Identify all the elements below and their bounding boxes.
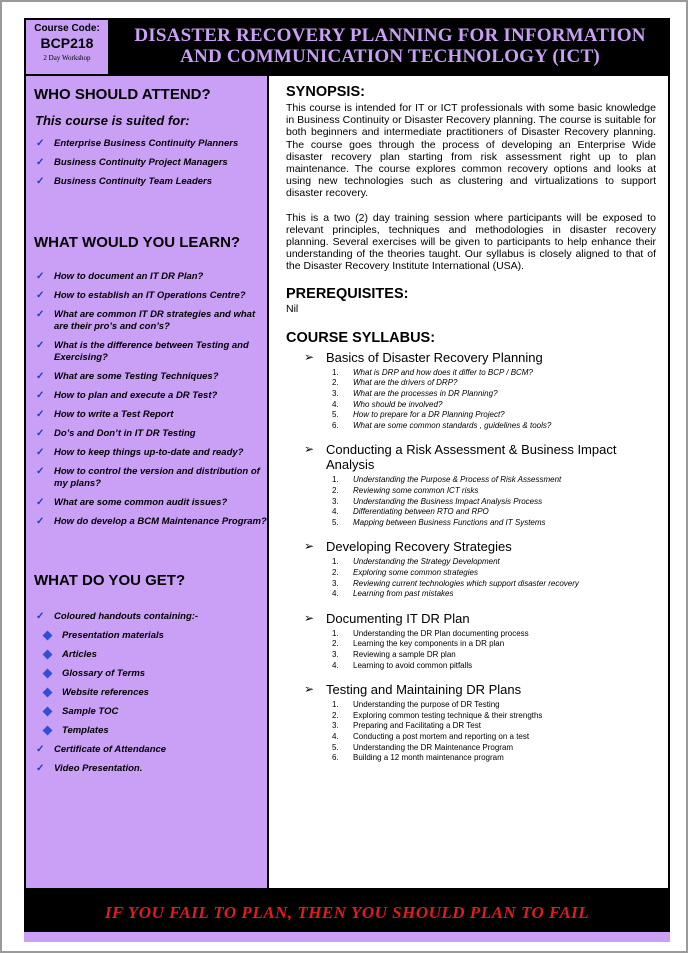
topic-items	[332, 629, 656, 671]
topic-title: Basics of Disaster Recovery Planning	[326, 349, 543, 365]
suited-heading: This course is suited for:	[35, 113, 190, 128]
check-icon: ✓	[36, 138, 45, 149]
check-icon: ✓	[36, 371, 45, 382]
get-list-extra	[36, 744, 267, 775]
diamond-icon	[43, 688, 53, 698]
list-item: ✓ What is the difference between Testing and Exercising?	[36, 340, 249, 363]
course-code: BCP218	[40, 35, 94, 51]
list-item: Articles	[44, 649, 267, 661]
syllabus-topics	[304, 350, 656, 764]
list-item: ✓ What are some Testing Techniques?	[36, 371, 219, 382]
list-item: ✓ Certificate of Attendance	[36, 744, 167, 755]
check-icon: ✓	[36, 516, 45, 527]
check-icon: ✓	[36, 447, 45, 458]
list-item: ✓ Coloured handouts containing:-	[36, 611, 199, 622]
course-title-line-2: AND COMMUNICATION TECHNOLOGY (ICT)	[180, 46, 600, 67]
list-item: ✓ How to write a Test Report	[36, 409, 174, 420]
list-item: ✓ How to establish an IT Operations Centre?	[36, 290, 246, 301]
diamond-icon	[43, 669, 53, 679]
check-icon: ✓	[36, 428, 45, 439]
list-item: 3. Understanding the Business Impact Analysis Process	[332, 496, 543, 506]
synopsis-heading: SYNOPSIS:	[286, 84, 365, 100]
topic-title: Documenting IT DR Plan	[326, 610, 470, 626]
list-item: ✓ How to document an IT DR Plan?	[36, 271, 204, 282]
list-item: Glossary of Terms	[44, 668, 267, 680]
check-icon: ✓	[36, 157, 45, 168]
get-heading: WHAT DO YOU GET?	[34, 572, 186, 589]
list-item: 2. Reviewing some common ICT risks	[332, 486, 479, 495]
list-item: 4. Learning from past mistakes	[332, 589, 454, 599]
course-code-box	[24, 18, 110, 76]
list-item: 1. Understanding the Strategy Development	[332, 557, 500, 567]
syllabus-topic	[304, 350, 656, 432]
check-icon: ✓	[36, 309, 45, 320]
main-content	[269, 76, 670, 890]
list-item: 4. Learning to avoid common pitfalls	[332, 660, 473, 670]
attend-heading: WHO SHOULD ATTEND?	[34, 86, 211, 103]
list-item: 4. Conducting a post mortem and reporting on a test	[332, 731, 530, 741]
footer-accent-bar	[24, 932, 670, 942]
course-code-label: Course Code:	[34, 23, 100, 34]
list-item: ✓ Video Presentation.	[36, 763, 143, 774]
check-icon: ✓	[36, 176, 45, 187]
diamond-icon	[43, 726, 53, 736]
list-item: ✓ How to plan and execute a DR Test?	[36, 390, 218, 401]
sidebar	[24, 76, 269, 890]
syllabus-topic	[304, 442, 656, 528]
check-icon: ✓	[36, 466, 45, 477]
list-item: ✓ Enterprise Business Continuity Planners	[36, 138, 239, 149]
topic-title: Conducting a Risk Assessment & Business Impact Analysis	[326, 442, 617, 473]
check-icon: ✓	[36, 290, 45, 301]
course-title	[110, 18, 670, 67]
syllabus-topic	[304, 682, 656, 764]
topic-title: Testing and Maintaining DR Plans	[326, 682, 522, 698]
check-icon: ✓	[36, 340, 45, 351]
list-item: 5. Mapping between Business Functions and IT Systems	[332, 517, 546, 527]
list-item: 6. What are some common standards , guidelines & tools?	[332, 420, 552, 430]
list-item: 3. What are the processes in DR Planning?	[332, 389, 498, 399]
learn-heading: WHAT WOULD YOU LEARN?	[34, 234, 241, 251]
check-icon: ✓	[36, 611, 45, 622]
list-item: Presentation materials	[44, 630, 267, 642]
arrow-right-icon: ➢	[304, 610, 315, 625]
list-item: 2. Learning the key components in a DR plan	[332, 639, 505, 649]
list-item: ✓ Business Continuity Team Leaders	[36, 176, 213, 187]
list-item: 1. Understanding the purpose of DR Testing	[332, 700, 500, 710]
check-icon: ✓	[36, 271, 45, 282]
list-item: 1. What is DRP and how does it differ to BCP / BCM?	[332, 367, 533, 377]
list-item: 5. Understanding the DR Maintenance Program	[332, 742, 514, 752]
check-icon: ✓	[36, 390, 45, 401]
list-item: ✓ What are some common audit issues?	[36, 497, 228, 508]
list-item: 6. Building a 12 month maintenance program	[332, 753, 504, 763]
check-icon: ✓	[36, 744, 45, 755]
list-item: ✓ How do develop a BCM Maintenance Program?	[36, 516, 267, 527]
list-item: Website references	[44, 687, 267, 699]
list-item: 1. Understanding the Purpose & Process of Risk Assessment	[332, 475, 562, 485]
arrow-right-icon: ➢	[304, 539, 315, 554]
syllabus-heading: COURSE SYLLABUS:	[286, 329, 436, 346]
arrow-right-icon: ➢	[304, 682, 315, 697]
title-banner	[110, 18, 670, 76]
arrow-right-icon: ➢	[304, 349, 315, 364]
diamond-icon	[43, 650, 53, 660]
syllabus-topic	[304, 539, 656, 599]
list-item: Templates	[44, 725, 267, 737]
list-item: ✓ How to keep things up-to-date and ready?	[36, 447, 244, 458]
list-item: 2. Exploring some common strategies	[332, 567, 478, 577]
list-item: ✓ Do’s and Don’t in IT DR Testing	[36, 428, 196, 439]
list-item: 3. Preparing and Facilitating a DR Test	[332, 721, 481, 731]
list-item: 3. Reviewing current technologies which support disaster recovery	[332, 578, 579, 588]
topic-title: Developing Recovery Strategies	[326, 539, 512, 555]
list-item: 3. Reviewing a sample DR plan	[332, 649, 456, 659]
attend-list	[36, 138, 267, 188]
slogan: IF YOU FAIL TO PLAN, THEN YOU SHOULD PLAN TO FAIL	[104, 903, 590, 922]
list-item: 4. Differentiating between RTO and RPO	[332, 507, 489, 517]
handout-contents-list	[44, 630, 267, 737]
check-icon: ✓	[36, 497, 45, 508]
get-list	[36, 611, 267, 623]
diamond-icon	[43, 631, 53, 641]
list-item: ✓ How to control the version and distribution of my plans?	[36, 466, 260, 489]
course-title-line-1: DISASTER RECOVERY PLANNING FOR INFORMATION	[134, 25, 646, 46]
check-icon: ✓	[36, 409, 45, 420]
syllabus-topic	[304, 611, 656, 671]
synopsis-paragraph-2: This is a two (2) day training session where participants will be exposed to relevant principles, techniques and methodologies in disaster recovery planning. Several exercises will be given to participants to help enhance their understanding of the theories taught. Our syllabus is closely aligned to that of the Disaster Recovery Institute International (USA).	[286, 211, 656, 273]
list-item: 2. What are the drivers of DRP?	[332, 378, 458, 388]
prerequisites-heading: PREREQUISITES:	[286, 285, 409, 302]
prerequisites-value: Nil	[286, 302, 299, 315]
list-item: 5. How to prepare for a DR Planning Project?	[332, 410, 505, 420]
slogan-banner	[24, 890, 670, 932]
list-item: ✓ Business Continuity Project Managers	[36, 157, 228, 168]
topic-items	[332, 700, 656, 764]
synopsis-paragraph-1: This course is intended for IT or ICT professionals with some basic knowledge in Business Continuity or Disaster Recovery planning. The course is suitable for both beginners and intermediate practitioners of Disaster Recovery planning. The course goes through the process of developing an Enterprise Wide disaster recovery plan starting from risk assessment right up to plan maintenance. The course explores common recovery options and looks at using new technologies such as clustering and virtualizations to support disaster recovery.	[286, 102, 656, 200]
list-item: 4. Who should be involved?	[332, 399, 443, 409]
check-icon: ✓	[36, 763, 45, 774]
diamond-icon	[43, 707, 53, 717]
topic-items	[332, 368, 656, 432]
learn-list	[36, 271, 267, 528]
topic-items	[332, 475, 656, 528]
list-item: 1. Understanding the DR Plan documenting process	[332, 628, 529, 638]
list-item: Sample TOC	[44, 706, 267, 718]
list-item: 2. Exploring common testing technique & their strengths	[332, 710, 543, 720]
topic-items	[332, 557, 656, 599]
course-duration: 2 Day Workshop	[43, 54, 91, 62]
list-item: ✓ What are common IT DR strategies and what are their pro’s and con’s?	[36, 309, 256, 332]
arrow-right-icon: ➢	[304, 442, 315, 457]
